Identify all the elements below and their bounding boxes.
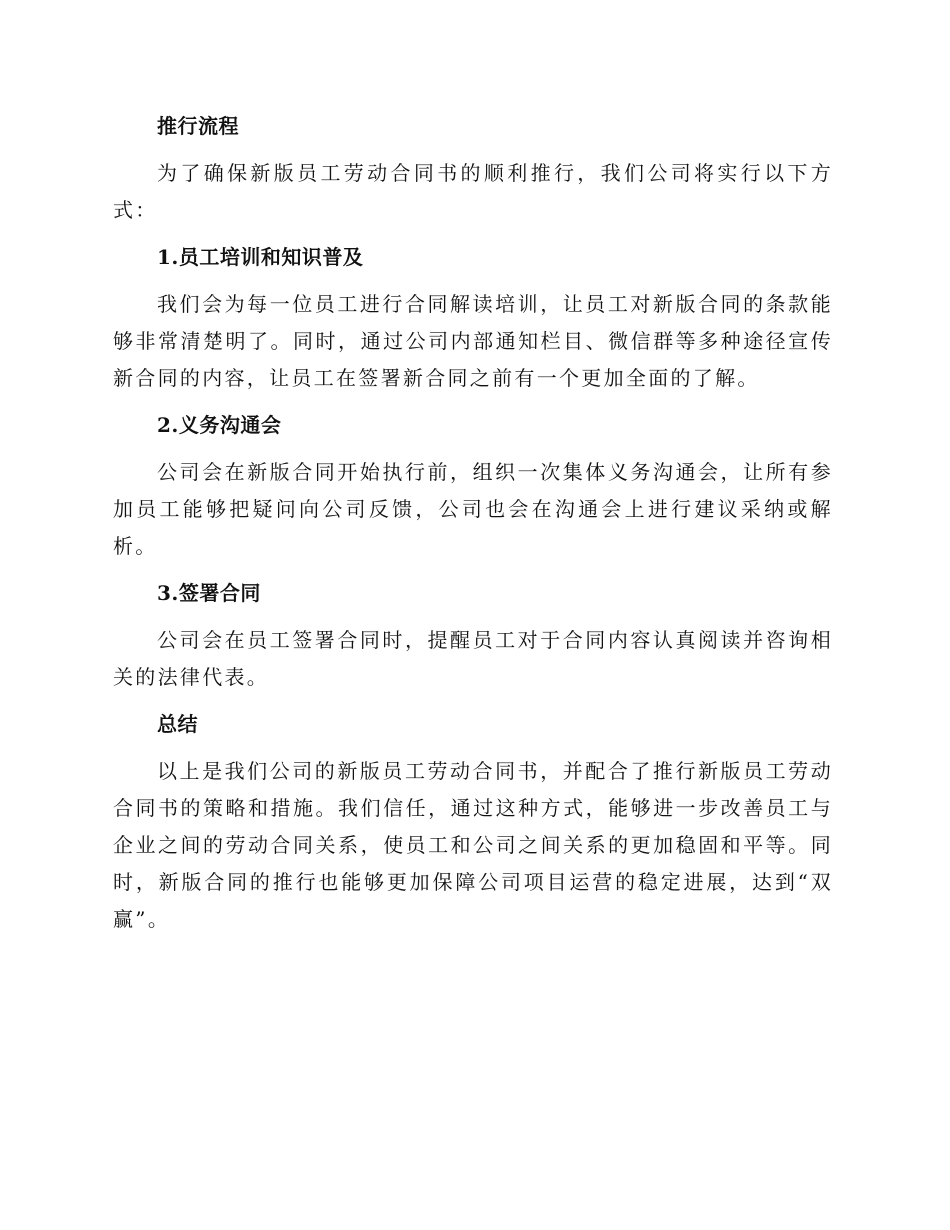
document-body: [113, 108, 833, 948]
paragraph-training: 我们会为每一位员工进行合同解读培训，让员工对新版合同的条款能够非常清楚明了。同时，通过公司内部通知栏目、微信群等多种途径宣传新合同的内容，让员工在签署新合同之前有一个更加全面的了解。: [113, 292, 833, 390]
section-heading-rollout-process: 推行流程: [157, 114, 239, 138]
section-heading-communication-meeting: 2.义务沟通会: [157, 413, 282, 437]
paragraph-communication-meeting: 公司会在新版合同开始执行前，组织一次集体义务沟通会，让所有参加员工能够把疑问向公司反馈，公司也会在沟通会上进行建议采纳或解析。: [113, 460, 833, 558]
paragraph-sign-contract: 公司会在员工签署合同时，提醒员工对于合同内容认真阅读并咨询相关的法律代表。: [113, 628, 833, 689]
paragraph-rollout-intro: 为了确保新版员工劳动合同书的顺利推行，我们公司将实行以下方式：: [113, 161, 833, 222]
paragraph-summary: 以上是我们公司的新版员工劳动合同书，并配合了推行新版员工劳动合同书的策略和措施。我们信任，通过这种方式，能够进一步改善员工与企业之间的劳动合同关系，使员工和公司之间关系的更加稳固和平等。同时，新版合同的推行也能够更加保障公司项目运营的稳定进展，达到“双赢”。: [113, 759, 833, 931]
section-heading-sign-contract: 3.签署合同: [157, 581, 261, 605]
section-heading-training: 1.员工培训和知识普及: [157, 245, 364, 269]
section-heading-summary: 总结: [157, 712, 198, 736]
